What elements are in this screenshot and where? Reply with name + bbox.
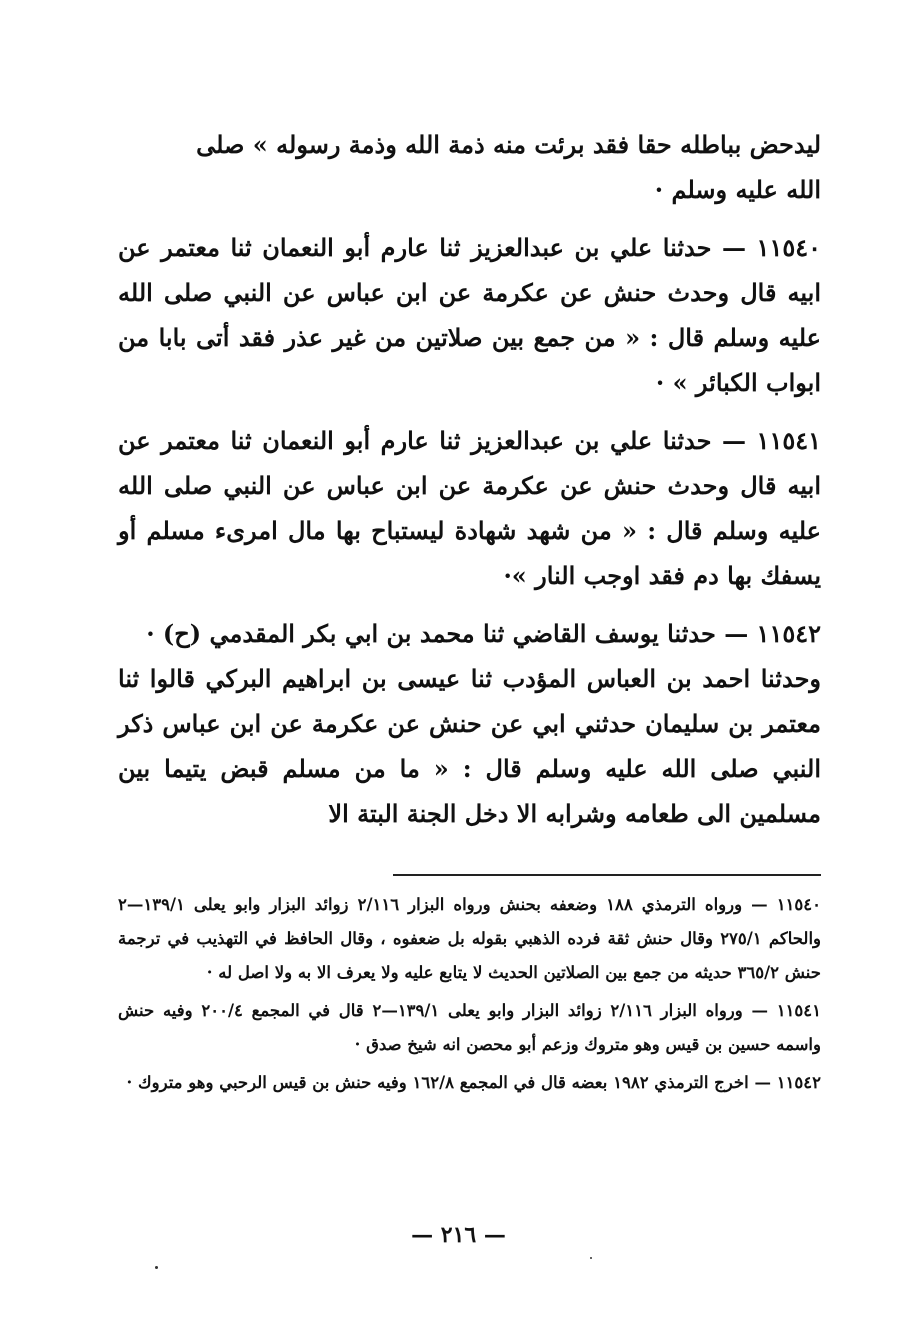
footnote-11541: ١١٥٤١ — ورواه البزار ٢/١١٦ زوائد البزار وابو يعلى ١٣٩/١—٢ قال في المجمع ٢٠٠/٤ وفيه حنش واسمه حسين بن قيس وهو متروك وزعم أبو محصن انه شيخ صدق ·: [118, 1001, 821, 1054]
hadith-number: ١١٥٤١: [756, 426, 821, 455]
paragraph-continuation: [118, 122, 821, 212]
footnote-11542: ١١٥٤٢ — اخرج الترمذي ١٩٨٢ بعضه قال في المجمع ١٦٢/٨ وفيه حنش بن قيس الرحبي وهو متروك ·: [126, 1073, 821, 1092]
hadith-text: — حدثنا يوسف القاضي ثنا محمد بن ابي بكر المقدمي (ح) ·: [146, 619, 749, 648]
continuation-line-1: ليدحض بباطله حقا فقد برئت منه ذمة الله وذمة رسوله » صلى: [196, 130, 821, 159]
footnote-divider: [393, 874, 821, 876]
continuation-line-2: الله عليه وسلم ·: [654, 175, 821, 204]
main-text: [118, 122, 821, 836]
scan-speck: [155, 1266, 158, 1269]
footnotes: [118, 888, 821, 1104]
hadith-11542: [118, 611, 821, 656]
hadith-number: ١١٥٤٠: [756, 233, 821, 262]
hadith-11540: [118, 225, 821, 405]
hadith-text: — حدثنا علي بن عبدالعزيز ثنا عارم أبو النعمان ثنا معتمر عن ابيه قال وحدث حنش عن عكرمة عن ابن عباس عن النبي صلى الله عليه وسلم قال : « من جمع بين صلاتين من غير عذر فقد أتى بابا من ابواب الكبائر » ·: [118, 233, 821, 397]
hadith-number: ١١٥٤٢: [756, 619, 821, 648]
footnote-11540: ١١٥٤٠ — ورواه الترمذي ١٨٨ وضعفه بحنش ورواه البزار ٢/١١٦ زوائد البزار وابو يعلى ١٣٩/١—٢ والحاكم ٢٧٥/١ وقال حنش ثقة فرده الذهبي بقوله بل ضعفوه ، وقال الحافظ في التهذيب في ترجمة حنش ٣٦٥/٢ حديثه من جمع بين الصلاتين الحديث لا يتابع عليه ولا يعرف الا به ولا اصل له ·: [118, 895, 821, 982]
hadith-11542-continuation: وحدثنا احمد بن العباس المؤدب ثنا عيسى بن ابراهيم البركي قالوا ثنا معتمر بن سليمان حدثني ابي عن حنش عن عكرمة عن ابن عباس ذكر النبي صلى الله عليه وسلم قال : « ما من مسلم قبض يتيما بين مسلمين الى طعامه وشرابه الا دخل الجنة البتة الا: [118, 664, 822, 828]
hadith-11541: [118, 418, 821, 598]
hadith-text: — حدثنا علي بن عبدالعزيز ثنا عارم أبو النعمان ثنا معتمر عن ابيه قال وحدث حنش عن عكرمة عن ابن عباس عن النبي صلى الله عليه وسلم قال : « من شهد شهادة ليستباح بها مال امرىء مسلم أو يسفك بها دم فقد اوجب النار »·: [118, 426, 821, 590]
scan-speck: [590, 1257, 592, 1259]
page-number: — ٢١٦ —: [411, 1222, 506, 1248]
